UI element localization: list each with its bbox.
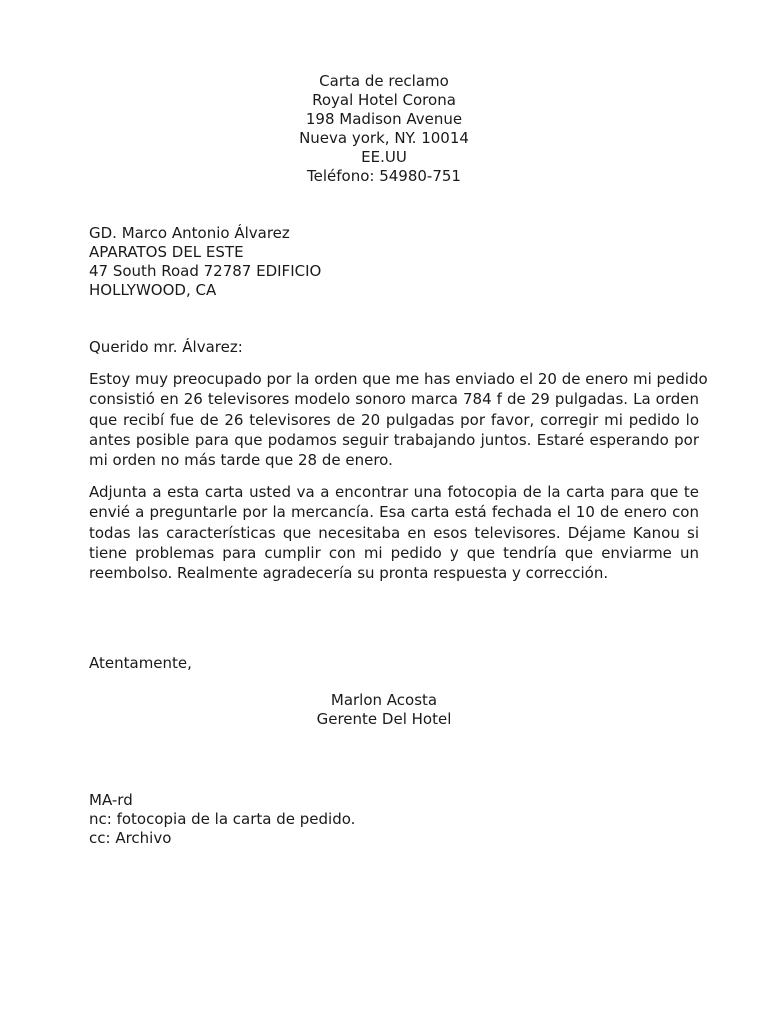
paragraph-line: consistió en 26 televisores modelo sonoro marca 784 f de 29 pulgadas. La orden <box>89 390 699 409</box>
sender-country: EE.UU <box>361 148 407 166</box>
paragraph-line: que recibí fue de 26 televisores de 20 pulgadas por favor, corregir mi pedido lo <box>89 410 699 429</box>
salutation <box>89 338 699 357</box>
paragraph-line: todas las características que necesitaba en esos televisores. Déjame Kanou si <box>89 523 699 542</box>
paragraph-line: Adjunta a esta carta usted va a encontrar una fotocopia de la carta para que te <box>89 483 699 501</box>
paragraph-line: mi orden no más tarde que 28 de enero. <box>89 451 393 470</box>
body-paragraph-2 <box>89 482 699 583</box>
reference-notes <box>89 791 699 848</box>
signature-block <box>0 691 768 729</box>
sender-company: Royal Hotel Corona <box>312 91 456 109</box>
paragraph-line: reembolso. Realmente agradecería su pronta respuesta y corrección. <box>89 564 609 583</box>
enclosure-note: nc: fotocopia de la carta de pedido. <box>89 810 356 828</box>
recipient-company: APARATOS DEL ESTE <box>89 243 244 261</box>
salutation-text: Querido mr. Álvarez: <box>89 338 243 356</box>
letterhead <box>0 72 768 186</box>
initials: MA-rd <box>89 791 133 809</box>
paragraph-line: antes posible para que podamos seguir trabajando juntos. Estaré esperando por <box>89 430 699 449</box>
sender-city: Nueva york, NY. 10014 <box>299 129 469 147</box>
letter-title: Carta de reclamo <box>319 72 449 90</box>
recipient-address <box>89 224 699 300</box>
paragraph-line: Estoy muy preocupado por la orden que me has enviado el 20 de enero mi pedido <box>89 370 708 388</box>
sender-street: 198 Madison Avenue <box>305 110 463 128</box>
paragraph-line: tiene problemas para cumplir con mi pedido y que tendría que enviarme un <box>89 543 699 562</box>
recipient-name: GD. Marco Antonio Álvarez <box>89 224 290 242</box>
sender-phone: Teléfono: 54980-751 <box>307 167 461 185</box>
closing <box>89 654 699 673</box>
paragraph-line: envié a preguntarle por la mercancía. Esa carta está fechada el 10 de enero con <box>89 503 699 522</box>
body-paragraph-1 <box>89 369 708 470</box>
recipient-city: HOLLYWOOD, CA <box>89 281 217 299</box>
signer-title: Gerente Del Hotel <box>316 710 452 728</box>
recipient-street: 47 South Road 72787 EDIFICIO <box>89 262 322 280</box>
signer-name: Marlon Acosta <box>330 691 438 709</box>
closing-text: Atentamente, <box>89 654 192 672</box>
copy-note: cc: Archivo <box>89 829 172 847</box>
